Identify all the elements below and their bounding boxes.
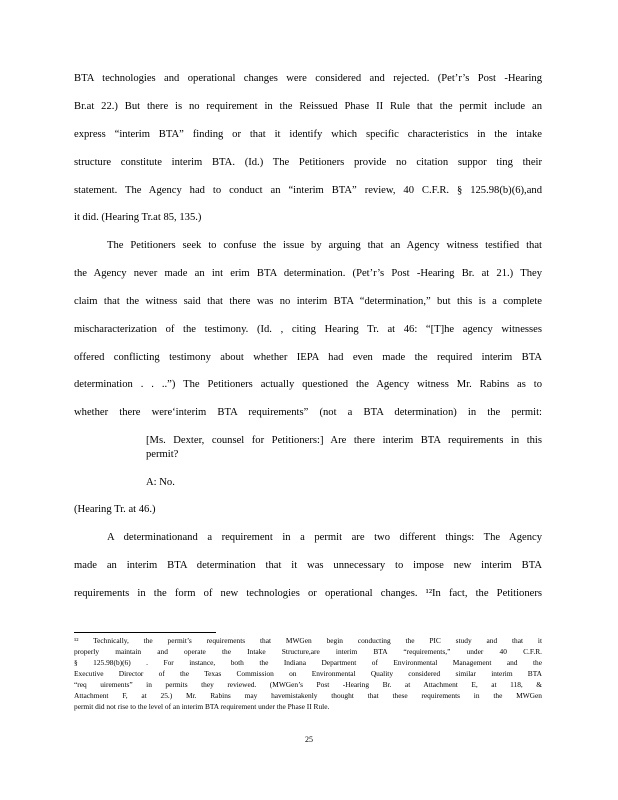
body-line: A determinationand a requirement in a permit are two different things: The Agency: [107, 532, 542, 543]
body-line: BTA technologies and operational changes were considered and rejected. (Pet’r’s Post -Hearing: [74, 73, 542, 84]
body-line: statement. The Agency had to conduct an “interim BTA” review, 40 C.F.R. § 125.98(b)(6),and: [74, 185, 542, 196]
body-line: requirements in the form of new technologies or operational changes. ¹²In fact, the Petitioners: [74, 588, 542, 599]
footnote-line: permit did not rise to the level of an interim BTA requirement under the Phase II Rule.: [74, 702, 330, 711]
body-line: mischaracterization of the testimony. (Id. , citing Hearing Tr. at 46: “[T]he agency witnesses: [74, 324, 542, 335]
footnote-line: ¹² Technically, the permit’s requirements that MWGen begin conducting the PIC study and that it: [74, 636, 542, 645]
body-line: whether there were‘interim BTA requirements” (not a BTA determination) in the permit:: [74, 407, 542, 418]
body-line: structure constitute interim BTA. (Id.) The Petitioners provide no citation suppor ting their: [74, 157, 542, 168]
body-line: made an interim BTA determination that it was unnecessary to impose new interim BTA: [74, 560, 542, 571]
footnote-line: “req uirements” in permits they reviewed. (MWGen’s Post -Hearing Br. at Attachment E, at 118, &: [74, 680, 542, 689]
footnote-line: Attachment F, at 25.) Mr. Rabins may havemistakenly thought that these requirements in the MWGen: [74, 691, 542, 700]
quote-line: [Ms. Dexter, counsel for Petitioners:] Are there interim BTA requirements in this: [146, 435, 542, 446]
body-line: the Agency never made an int erim BTA determination. (Pet’r’s Post -Hearing Br. at 21.) They: [74, 268, 542, 279]
page-number: 25: [305, 735, 313, 744]
body-line: it did. (Hearing Tr.at 85, 135.): [74, 212, 202, 223]
footnote-separator: [74, 632, 216, 633]
footnote-line: properly maintain and operate the Intake Structure,are interim BTA “requirements,” under 40 C.F.R.: [74, 647, 542, 656]
footnote-line: Executive Director of the Texas Commission on Environmental Quality considered similar interim BTA: [74, 669, 542, 678]
body-line: claim that the witness said that there was no interim BTA “determination,” but this is a complete: [74, 296, 542, 307]
body-line: Br.at 22.) But there is no requirement in the Reissued Phase II Rule that the permit include an: [74, 101, 542, 112]
citation: (Hearing Tr. at 46.): [74, 504, 156, 515]
body-line: The Petitioners seek to confuse the issue by arguing that an Agency witness testified that: [107, 240, 542, 251]
body-line: express “interim BTA” finding or that it identify which specific characteristics in the intake: [74, 129, 542, 140]
footnote-line: § 125.98(b)(6) . For instance, both the Indiana Department of Environmental Management and the: [74, 658, 542, 667]
quote-line: A: No.: [146, 477, 175, 488]
body-line: offered conflicting testimony about whether IEPA had even made the required interim BTA: [74, 352, 542, 363]
body-line: determination . . ..”) The Petitioners actually questioned the Agency witness Mr. Rabins as to: [74, 379, 542, 390]
quote-line: permit?: [146, 449, 179, 460]
